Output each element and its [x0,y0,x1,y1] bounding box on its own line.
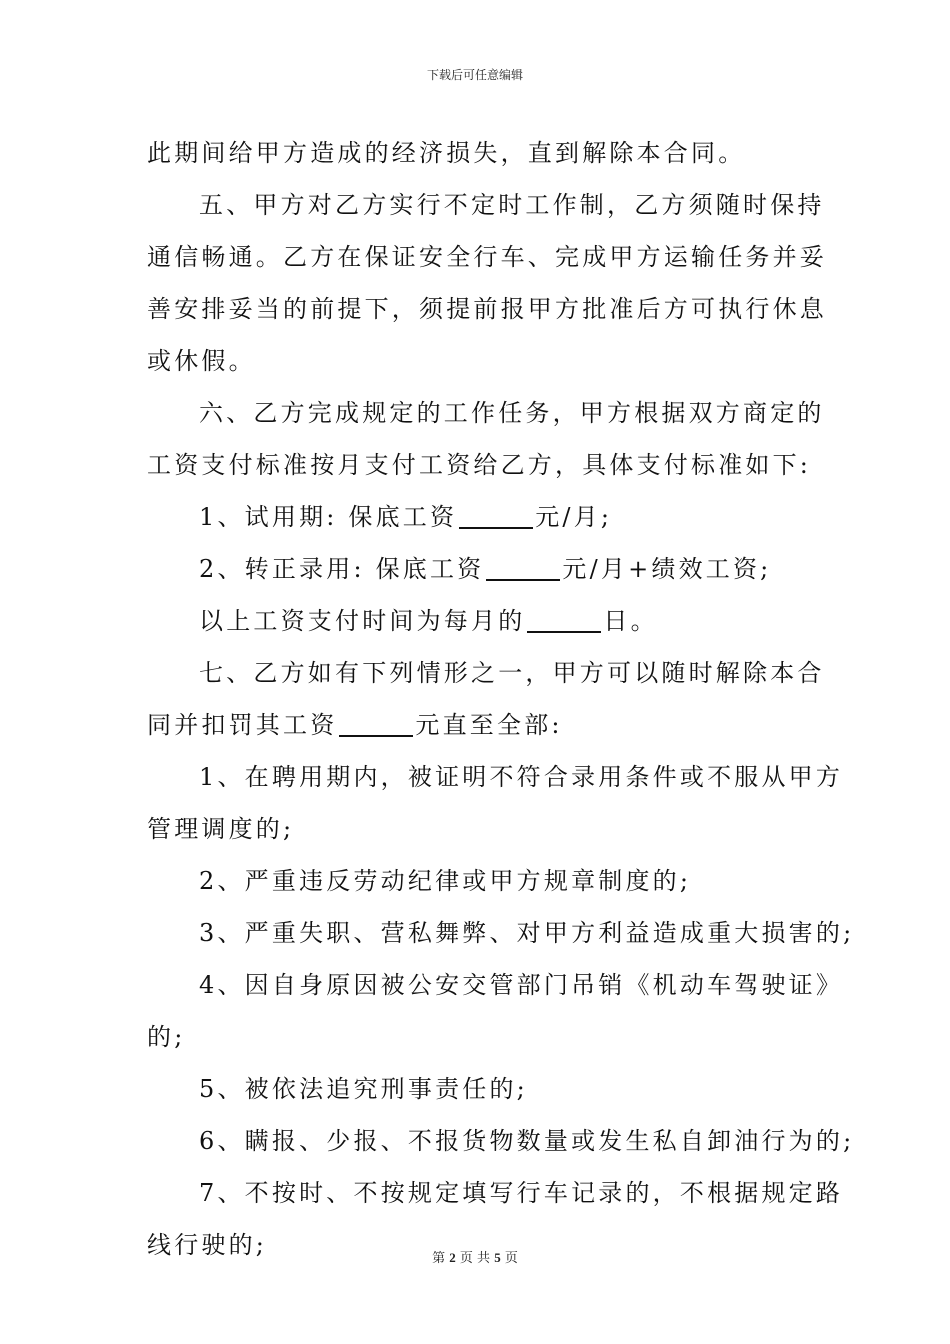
line-text: 同并扣罚其工资 [147,711,338,739]
text-line: 六、乙方完成规定的工作任务，甲方根据双方商定的 [199,399,825,427]
text-line: 或休假。 [147,347,256,375]
page-footer [0,1247,950,1266]
fill-in-blank [527,601,601,633]
text-line: 五、甲方对乙方实行不定时工作制，乙方须随时保持 [199,191,825,219]
line-text: 2、转正录用: 保底工资 [199,555,485,583]
text-line: 此期间给甲方造成的经济损失，直到解除本合同。 [147,139,746,167]
line-text: 元直至全部: [415,711,563,739]
line-text: 日。 [603,607,658,635]
fill-in-blank [459,497,533,529]
text-line-with-blank [147,491,807,543]
text-line-with-blank [147,699,807,751]
fill-in-blank [339,705,413,737]
footer-prefix: 第 [432,1251,446,1266]
text-line: 1、在聘用期内，被证明不符合录用条件或不服从甲方 [199,763,844,791]
document-body [147,127,855,1271]
page-header: 下载后可任意编辑 [426,68,523,82]
text-line: 工资支付标准按月支付工资给乙方，具体支付标准如下: [147,451,812,479]
text-line: 管理调度的; [147,815,295,843]
text-line: 5、被依法追究刑事责任的; [199,1075,528,1103]
line-text: 以上工资支付时间为每月的 [199,607,526,635]
line-text: 1、试用期: 保底工资 [199,503,458,531]
footer-suffix: 页 [504,1251,518,1266]
text-line: 6、瞒报、少报、不报货物数量或发生私自卸油行为的; [199,1127,855,1155]
text-line-with-blank [147,543,807,595]
text-line: 7、不按时、不按规定填写行车记录的，不根据规定路 [199,1179,844,1207]
text-line-with-blank [147,595,807,647]
current-page-number: 2 [449,1250,456,1265]
line-text: 元/月+绩效工资; [562,555,772,583]
text-line: 2、严重违反劳动纪律或甲方规章制度的; [199,867,692,895]
text-line: 通信畅通。乙方在保证安全行车、完成甲方运输任务并妥 [147,243,827,271]
text-line: 的; [147,1023,186,1051]
text-line: 4、因自身原因被公安交管部门吊销《机动车驾驶证》 [199,971,844,999]
text-line: 善安排妥当的前提下，须提前报甲方批准后方可执行休息 [147,295,827,323]
footer-mid: 页 共 [459,1251,491,1266]
text-line: 线行驶的; [147,1231,268,1259]
text-line: 七、乙方如有下列情形之一，甲方可以随时解除本合 [199,659,825,687]
text-line: 3、严重失职、营私舞弊、对甲方利益造成重大损害的; [199,919,855,947]
line-text: 元/月; [535,503,613,531]
fill-in-blank [486,549,560,581]
total-page-count: 5 [494,1250,501,1265]
